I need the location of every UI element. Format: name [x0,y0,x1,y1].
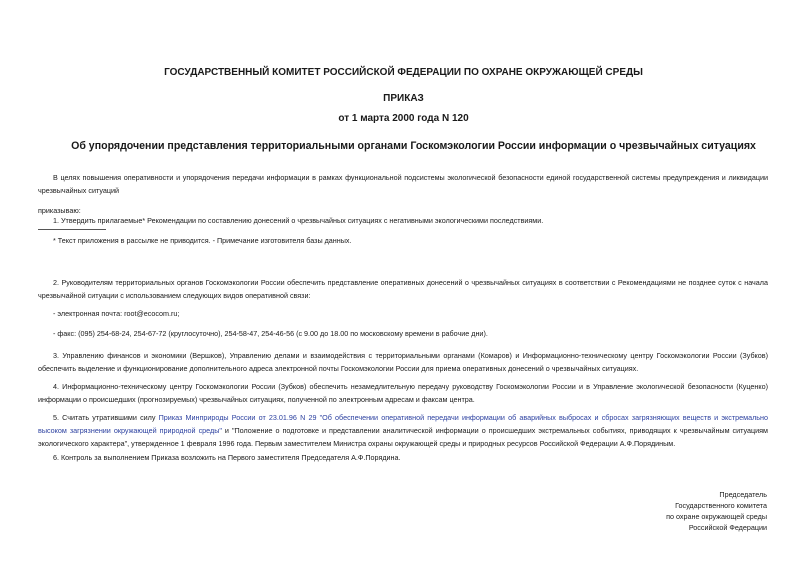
signature-line-2: Государственного комитета [675,501,767,510]
fax-line [38,327,768,340]
item-1-text: 1. Утвердить прилагаемые* Рекомендации по составлению донесений о чрезвычайных ситуациях с негативными экологическими последствиями. [53,216,544,225]
doc-type-heading: ПРИКАЗ [383,93,424,104]
signature-line-4: Российской Федерации [688,523,767,532]
item-6 [38,451,768,464]
item-1 [38,214,768,227]
intro-text: В целях повышения оперативности и упорядочения передачи информации в рамках функциональной подсистемы экологической безопасности единой государственной системы предупреждения и ликвидации чрезвычайных ситуаций [38,173,768,195]
document-title: Об упорядочении представления территориальными органами Госкомэкологии России информации о чрезвычайных ситуациях [71,140,756,152]
item-5-suffix: и "Положение о подготовке и представлении аналитической информации о происшедших экстремальных событиях, приводящих к чрезвычайным ситуациям экологического характера", утвержденное 1 февраля 1996 года. Первым заместителем Министра охраны окружающей среды и природных ресурсов Российской Федерации А.Ф.Порядиным. [38,426,768,448]
signature-line-3: по охране окружающей среды [666,512,767,521]
item-5-prefix: 5. Считать утратившими силу [53,413,159,422]
signature-line-1: Председатель [719,490,767,499]
footnote [38,234,768,247]
item-6-text: 6. Контроль за выполнением Приказа возложить на Первого заместителя Председателя А.Ф.Порядина. [53,453,401,462]
item-3 [38,349,768,375]
email-text: - электронная почта: root@ecocom.ru; [53,309,180,318]
intro-paragraph [38,171,768,197]
item-3-text: 3. Управлению финансов и экономики (Вершков), Управлению делами и взаимодействия с территориальными органами (Комаров) и Информационно-техническому центру Госкомэкологии России (Зубков) обеспечить выделение и функционирование дополнительного адреса электронной почты Госкомэкологии России для приема оперативных донесений о чрезвычайных ситуациях. [38,351,768,373]
footnote-divider [38,229,106,230]
item-2 [38,276,768,302]
signature-block [627,489,767,533]
committee-heading: ГОСУДАРСТВЕННЫЙ КОМИТЕТ РОССИЙСКОЙ ФЕДЕРАЦИИ ПО ОХРАНЕ ОКРУЖАЮЩЕЙ СРЕДЫ [164,67,643,78]
item-4-text: 4. Информационно-техническому центру Госкомэкологии России (Зубков) обеспечить незамедлительную передачу руководству Госкомэкологии России и в Управление экологической безопасности (Куценко) информации о происшедших (прогнозируемых) чрезвычайных ситуациях, полученной по электронным адресам и факсам центра. [38,382,768,404]
item-2-text: 2. Руководителям территориальных органов Госкомэкологии России обеспечить представление оперативных донесений о чрезвычайных ситуациях в соответствии с Рекомендациями не позднее суток с начала чрезвычайной ситуации с использованием следующих видов оперативной связи: [38,278,768,300]
order-word: приказываю: [38,206,81,215]
date-number-heading: от 1 марта 2000 года N 120 [338,113,469,124]
item-4 [38,380,768,406]
item-5-link[interactable]: Приказ Минприроды России от 23.01.96 N 29 "Об обеспечении оперативной передачи информации об аварийных выбросах и сбросах загрязняющих веществ и экстремально высоком загрязнении окружающей природной среды" [38,413,768,435]
item-5 [38,411,768,450]
email-line [38,307,768,320]
footnote-text: * Текст приложения в рассылке не приводится. - Примечание изготовителя базы данных. [53,236,352,245]
fax-text: - факс: (095) 254-68-24, 254-67-72 (круглосуточно), 254-58-47, 254-46-56 (с 9.00 до 18.00 по московскому времени в рабочие дни). [53,329,488,338]
